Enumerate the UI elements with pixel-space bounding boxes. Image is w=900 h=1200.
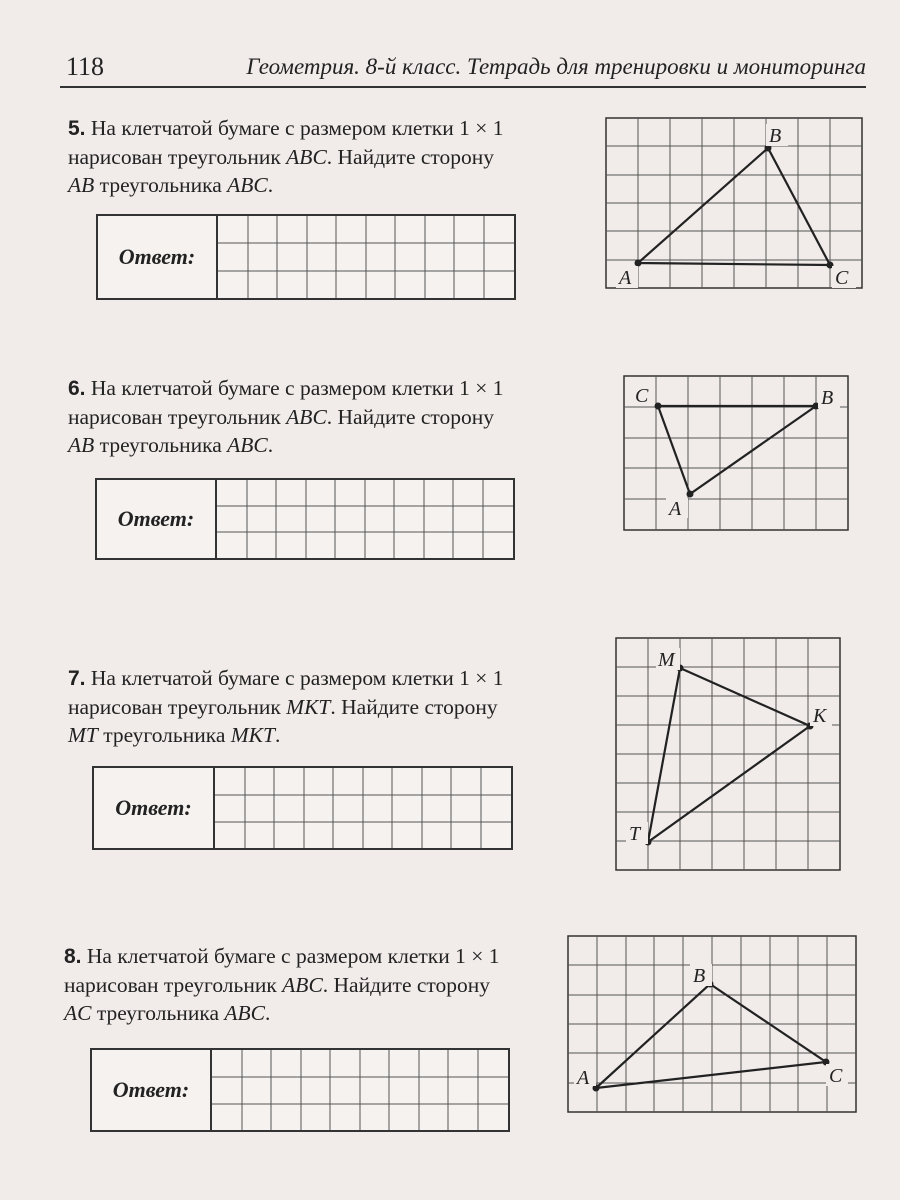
triangle: [648, 668, 810, 842]
answer-grid[interactable]: [212, 1050, 508, 1130]
answer-label: Ответ:: [98, 216, 218, 298]
answer-grid-lines: [215, 768, 511, 848]
problem-number: 8.: [64, 945, 82, 968]
vertex-label: K: [813, 705, 827, 727]
math-expression: AB: [68, 173, 95, 197]
answer-box[interactable]: [95, 478, 515, 560]
vertex-point: [687, 491, 694, 498]
problem-line: .: [264, 1001, 271, 1025]
grid-figure: [606, 118, 866, 293]
problem-line: треугольника: [94, 433, 228, 457]
page-number: 118: [66, 52, 105, 81]
problem-line: На клетчатой бумаге с размером клетки 1 × 1: [90, 376, 504, 400]
problem-line: . Найдите сторону: [322, 973, 491, 997]
triangle: [658, 406, 816, 494]
answer-grid[interactable]: [217, 480, 513, 558]
triangle: [596, 984, 826, 1088]
grid-figure: [624, 376, 854, 536]
math-expression: AB: [68, 433, 95, 457]
vertex-label: M: [658, 649, 675, 671]
grid-figure: [568, 936, 862, 1118]
problem-line: нарисован треугольник: [68, 405, 287, 429]
figure-problem-7: [616, 638, 846, 876]
vertex-label: C: [835, 267, 849, 289]
answer-label: Ответ:: [92, 1050, 212, 1130]
vertex-point: [655, 403, 662, 410]
math-expression: ABC: [227, 433, 268, 457]
answer-grid-lines: [217, 480, 513, 558]
math-expression: AC: [64, 1001, 92, 1025]
vertex-label: T: [629, 823, 641, 845]
math-expression: ABC: [286, 405, 327, 429]
math-expression: ABC: [227, 173, 268, 197]
answer-grid-lines: [218, 216, 514, 298]
vertex-label: B: [821, 387, 834, 409]
problem-number: 6.: [68, 377, 86, 400]
vertex-point: [635, 260, 642, 267]
problem-number: 7.: [68, 667, 86, 690]
problem-6-text: [68, 374, 588, 459]
header-rule: [60, 86, 866, 88]
problem-line: нарисован треугольник: [68, 145, 287, 169]
problem-line: треугольника: [94, 173, 228, 197]
math-expression: ABC: [286, 145, 327, 169]
answer-label: Ответ:: [97, 480, 217, 558]
math-expression: MT: [68, 723, 98, 747]
answer-label: Ответ:: [94, 768, 215, 848]
vertex-label: B: [769, 125, 782, 147]
answer-grid[interactable]: [218, 216, 514, 298]
problem-5-text: [68, 114, 588, 199]
math-expression: MKT: [286, 695, 331, 719]
answer-grid-lines: [212, 1050, 508, 1130]
problem-line: На клетчатой бумаге с размером клетки 1 × 1: [86, 944, 500, 968]
problem-line: треугольника: [97, 723, 231, 747]
problem-line: . Найдите сторону: [326, 405, 495, 429]
problem-8-text: [64, 942, 584, 1027]
math-expression: ABC: [224, 1001, 265, 1025]
problem-line: нарисован треугольник: [64, 973, 283, 997]
problem-7-text: [68, 664, 588, 749]
problem-line: .: [274, 723, 281, 747]
problem-line: нарисован треугольник: [68, 695, 287, 719]
answer-grid[interactable]: [215, 768, 511, 848]
figure-problem-8: [568, 936, 862, 1118]
vertex-label: A: [577, 1067, 590, 1089]
vertex-label: A: [619, 267, 632, 289]
math-expression: ABC: [282, 973, 323, 997]
vertex-label: C: [635, 385, 649, 407]
problem-line: треугольника: [91, 1001, 225, 1025]
running-title: Геометрия. 8-й класс. Тетрадь для тренировки и мониторинга: [246, 54, 866, 79]
problem-line: На клетчатой бумаге с размером клетки 1 × 1: [90, 116, 504, 140]
problem-line: .: [267, 433, 274, 457]
page-header: [60, 50, 866, 88]
problem-number: 5.: [68, 117, 86, 140]
math-expression: MKT: [230, 723, 275, 747]
problem-line: . Найдите сторону: [330, 695, 498, 719]
problem-line: На клетчатой бумаге с размером клетки 1 × 1: [90, 666, 504, 690]
answer-box[interactable]: [96, 214, 516, 300]
figure-problem-6: [624, 376, 854, 536]
answer-box[interactable]: [92, 766, 513, 850]
vertex-label: A: [669, 498, 682, 520]
figure-problem-5: [606, 118, 866, 293]
vertex-label: B: [693, 965, 706, 987]
problem-line: .: [267, 173, 274, 197]
vertex-label: C: [829, 1065, 843, 1087]
answer-box[interactable]: [90, 1048, 510, 1132]
problem-line: . Найдите сторону: [326, 145, 495, 169]
grid-figure: [616, 638, 846, 876]
